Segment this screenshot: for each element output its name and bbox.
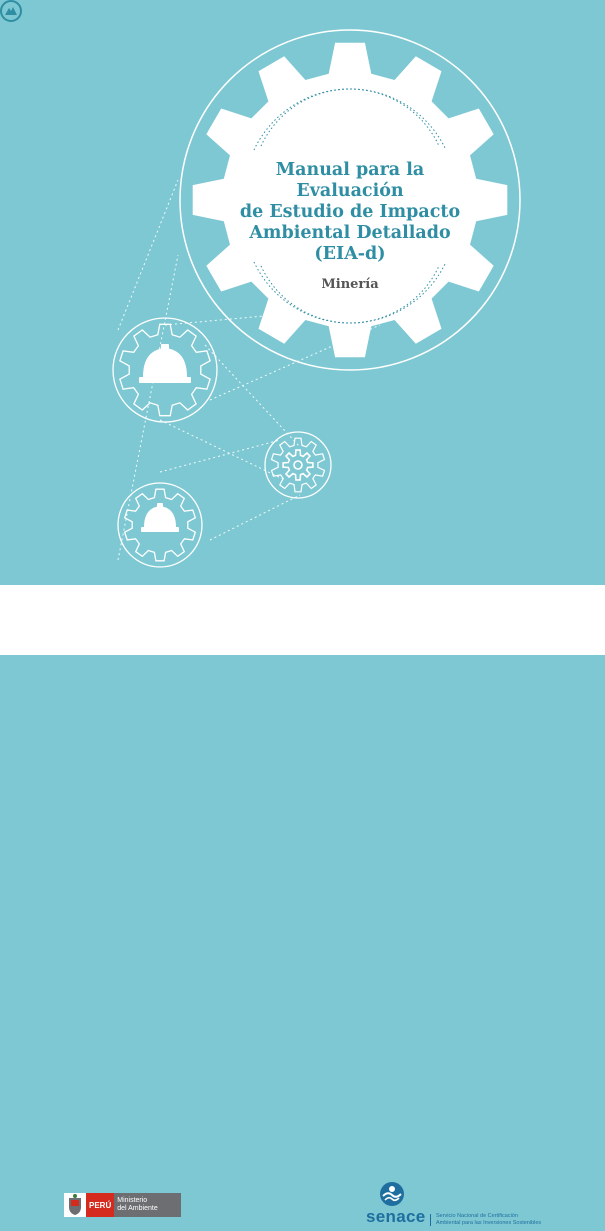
- country-label: PERÚ: [86, 1193, 114, 1217]
- hardhat-icon: [139, 344, 191, 383]
- senace-description-line: Ambiental para las Inversiones Sostenibles: [436, 1220, 542, 1226]
- sector-label: Minería: [321, 277, 379, 292]
- divider: [430, 1214, 431, 1226]
- title-line: Ambiental Detallado: [249, 223, 451, 243]
- ministry-label: [114, 1193, 181, 1217]
- peru-coat-of-arms-icon: [64, 1193, 86, 1217]
- ministry-logo: [64, 1193, 181, 1217]
- footer: [0, 585, 605, 1226]
- mountain-icon: [0, 0, 22, 22]
- bottom-strip: [0, 655, 605, 666]
- hardhat-gear-top: [113, 318, 217, 422]
- title-line: de Estudio de Impacto: [239, 202, 461, 222]
- senace-emblem-icon: [379, 1181, 405, 1207]
- title-line: (EIA-d): [314, 244, 386, 264]
- senace-logo: [366, 1181, 566, 1231]
- gear-outline: [272, 438, 325, 492]
- senace-description: [436, 1213, 541, 1227]
- title-line: Manual para la Evaluación: [275, 160, 425, 201]
- ministry-line: Ministerio: [117, 1197, 148, 1204]
- senace-name: senace: [366, 1207, 426, 1226]
- gear-outline: [283, 450, 313, 480]
- ministry-line: del Ambiente: [117, 1205, 158, 1212]
- hardhat-icon: [141, 503, 179, 532]
- cover-illustration: [0, 0, 605, 585]
- senace-description-line: Servicio Nacional de Certificación: [436, 1213, 518, 1219]
- hardhat-gear-bottom: [118, 483, 202, 567]
- small-gear: [265, 432, 331, 498]
- document-title: [224, 160, 476, 265]
